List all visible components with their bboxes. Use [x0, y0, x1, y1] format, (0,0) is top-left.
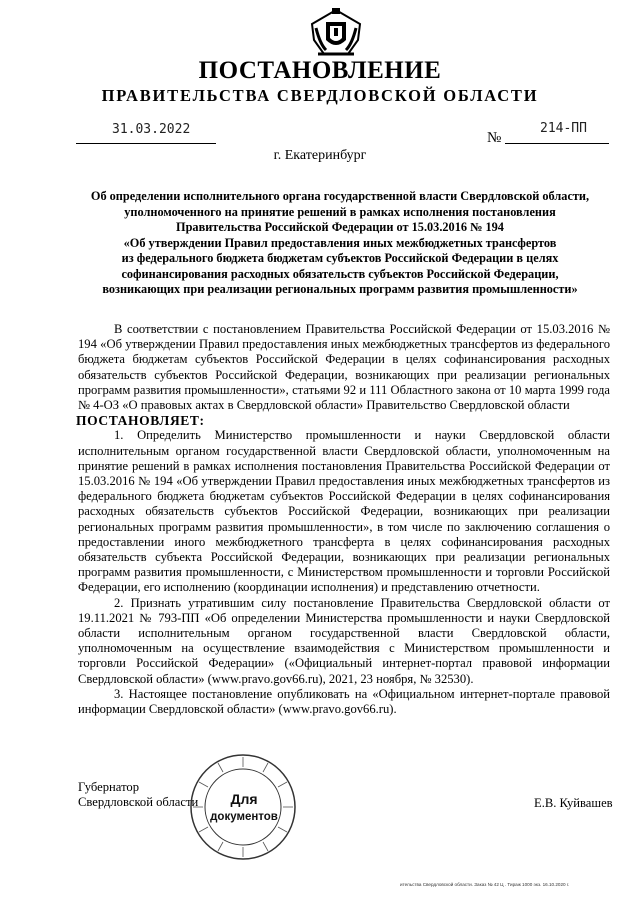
title-line: софинансирования расходных обязательств субъектов Российской Федерации, — [121, 266, 559, 281]
date-underline — [76, 143, 216, 144]
item-1-paragraph: 1. Определить Министерство промышленности и науки Свердловской области исполнительным органом государственной власти Свердловской области, уполномоченным на принятие решений в рамках исполнения постановления Правительства Российской Федерации от 15.03.2016 № 194 «Об утверждении Правил предоставления иных межбюджетных трансфертов из федерального бюджета бюджетам субъектов Российской Федерации в целях софинансирования расходных обязательств субъектов Российской Федерации, возникающих при реализации региональных программ развития промышленности», в том числе по заключению соглашения о предоставлении иного межбюджетного трансферта в целях софинансирования расходных обязательств субъекта Российской Федерации, возникающих при реализации региональных программ развития промышленности, с Министерством промышленности и торговли Российской Федерации, его исполнению (координации исполнения) и представлению отчетности. — [78, 428, 610, 595]
title-line: Об определении исполнительного органа государственной власти Свердловской области, — [90, 189, 590, 203]
document-date: 31.03.2022 — [112, 122, 191, 137]
signatory-name: Е.В. Куйвашев — [534, 796, 613, 810]
print-footer: ительства Свердловской области. Заказ № 42 Ц . Тираж 1000 экз. 16.10.2020 г. — [400, 882, 570, 887]
decree-word: ПОСТАНОВЛЯЕТ: — [76, 413, 205, 429]
position-line-2: Свердловской области — [78, 795, 199, 810]
item-3-paragraph: 3. Настоящее постановление опубликовать на «Официальном интернет-портале правовой информации Свердловской области» (www.pravo.gov66.ru). — [78, 686, 610, 717]
document-number: 214-ПП — [540, 121, 587, 136]
title-line: уполномоченного на принятие решений в рамках исполнения постановления — [124, 204, 556, 219]
document-title — [70, 189, 610, 298]
preamble-paragraph: В соответствии с постановлением Правительства Российской Федерации от 15.03.2016 № 194 «Об утверждении Правил предоставления иных межбюджетных трансфертов из федерального бюджета бюджетам субъектов Российской Федерации в целях софинансирования расходных обязательств субъектов Российской Федерации, возникающих при реализации региональных программ развития промышленности», статьями 92 и 111 Областного закона от 10 марта 1999 года № 4-ОЗ «О правовых актах в Свердловской области» Правительство Свердловской области — [78, 322, 610, 413]
coat-of-arms-icon — [308, 6, 364, 60]
city-line: г. Екатеринбург — [273, 148, 367, 163]
document-body — [78, 322, 610, 717]
title-line: Правительства Российской Федерации от 15.03.2016 № 194 — [176, 220, 504, 234]
number-underline — [505, 143, 609, 144]
title-line: возникающих при реализации региональных программ развития промышленности» — [102, 282, 578, 296]
number-label: № — [487, 130, 502, 146]
stamp-text-line-1: Для — [230, 791, 258, 807]
document-type-heading: ПОСТАНОВЛЕНИЕ — [198, 57, 442, 84]
item-2-paragraph: 2. Признать утратившим силу постановление Правительства Свердловской области от 19.11.2021 № 793-ПП «Об определении Министерства промышленности и науки Свердловской области исполнительным органом государственной власти Свердловской области, уполномоченным на осуществление взаимодействия с Министерством промышленности и торговли Российской Федерации» («Официальный интернет-портал правовой информации Свердловской области» (www.pravo.gov66.ru), 2021, 23 ноября, № 32530). — [78, 595, 610, 686]
issuer-heading: ПРАВИТЕЛЬСТВА СВЕРДЛОВСКОЙ ОБЛАСТИ — [101, 86, 539, 105]
position-line-1: Губернатор — [78, 780, 139, 794]
title-line: из федерального бюджета бюджетам субъектов Российской Федерации в целях — [121, 251, 559, 265]
stamp-icon — [188, 752, 298, 862]
stamp-text-line-2: документов — [210, 811, 278, 823]
signatory-position — [78, 780, 198, 810]
title-line: «Об утверждении Правил предоставления иных межбюджетных трансфертов — [123, 235, 557, 250]
